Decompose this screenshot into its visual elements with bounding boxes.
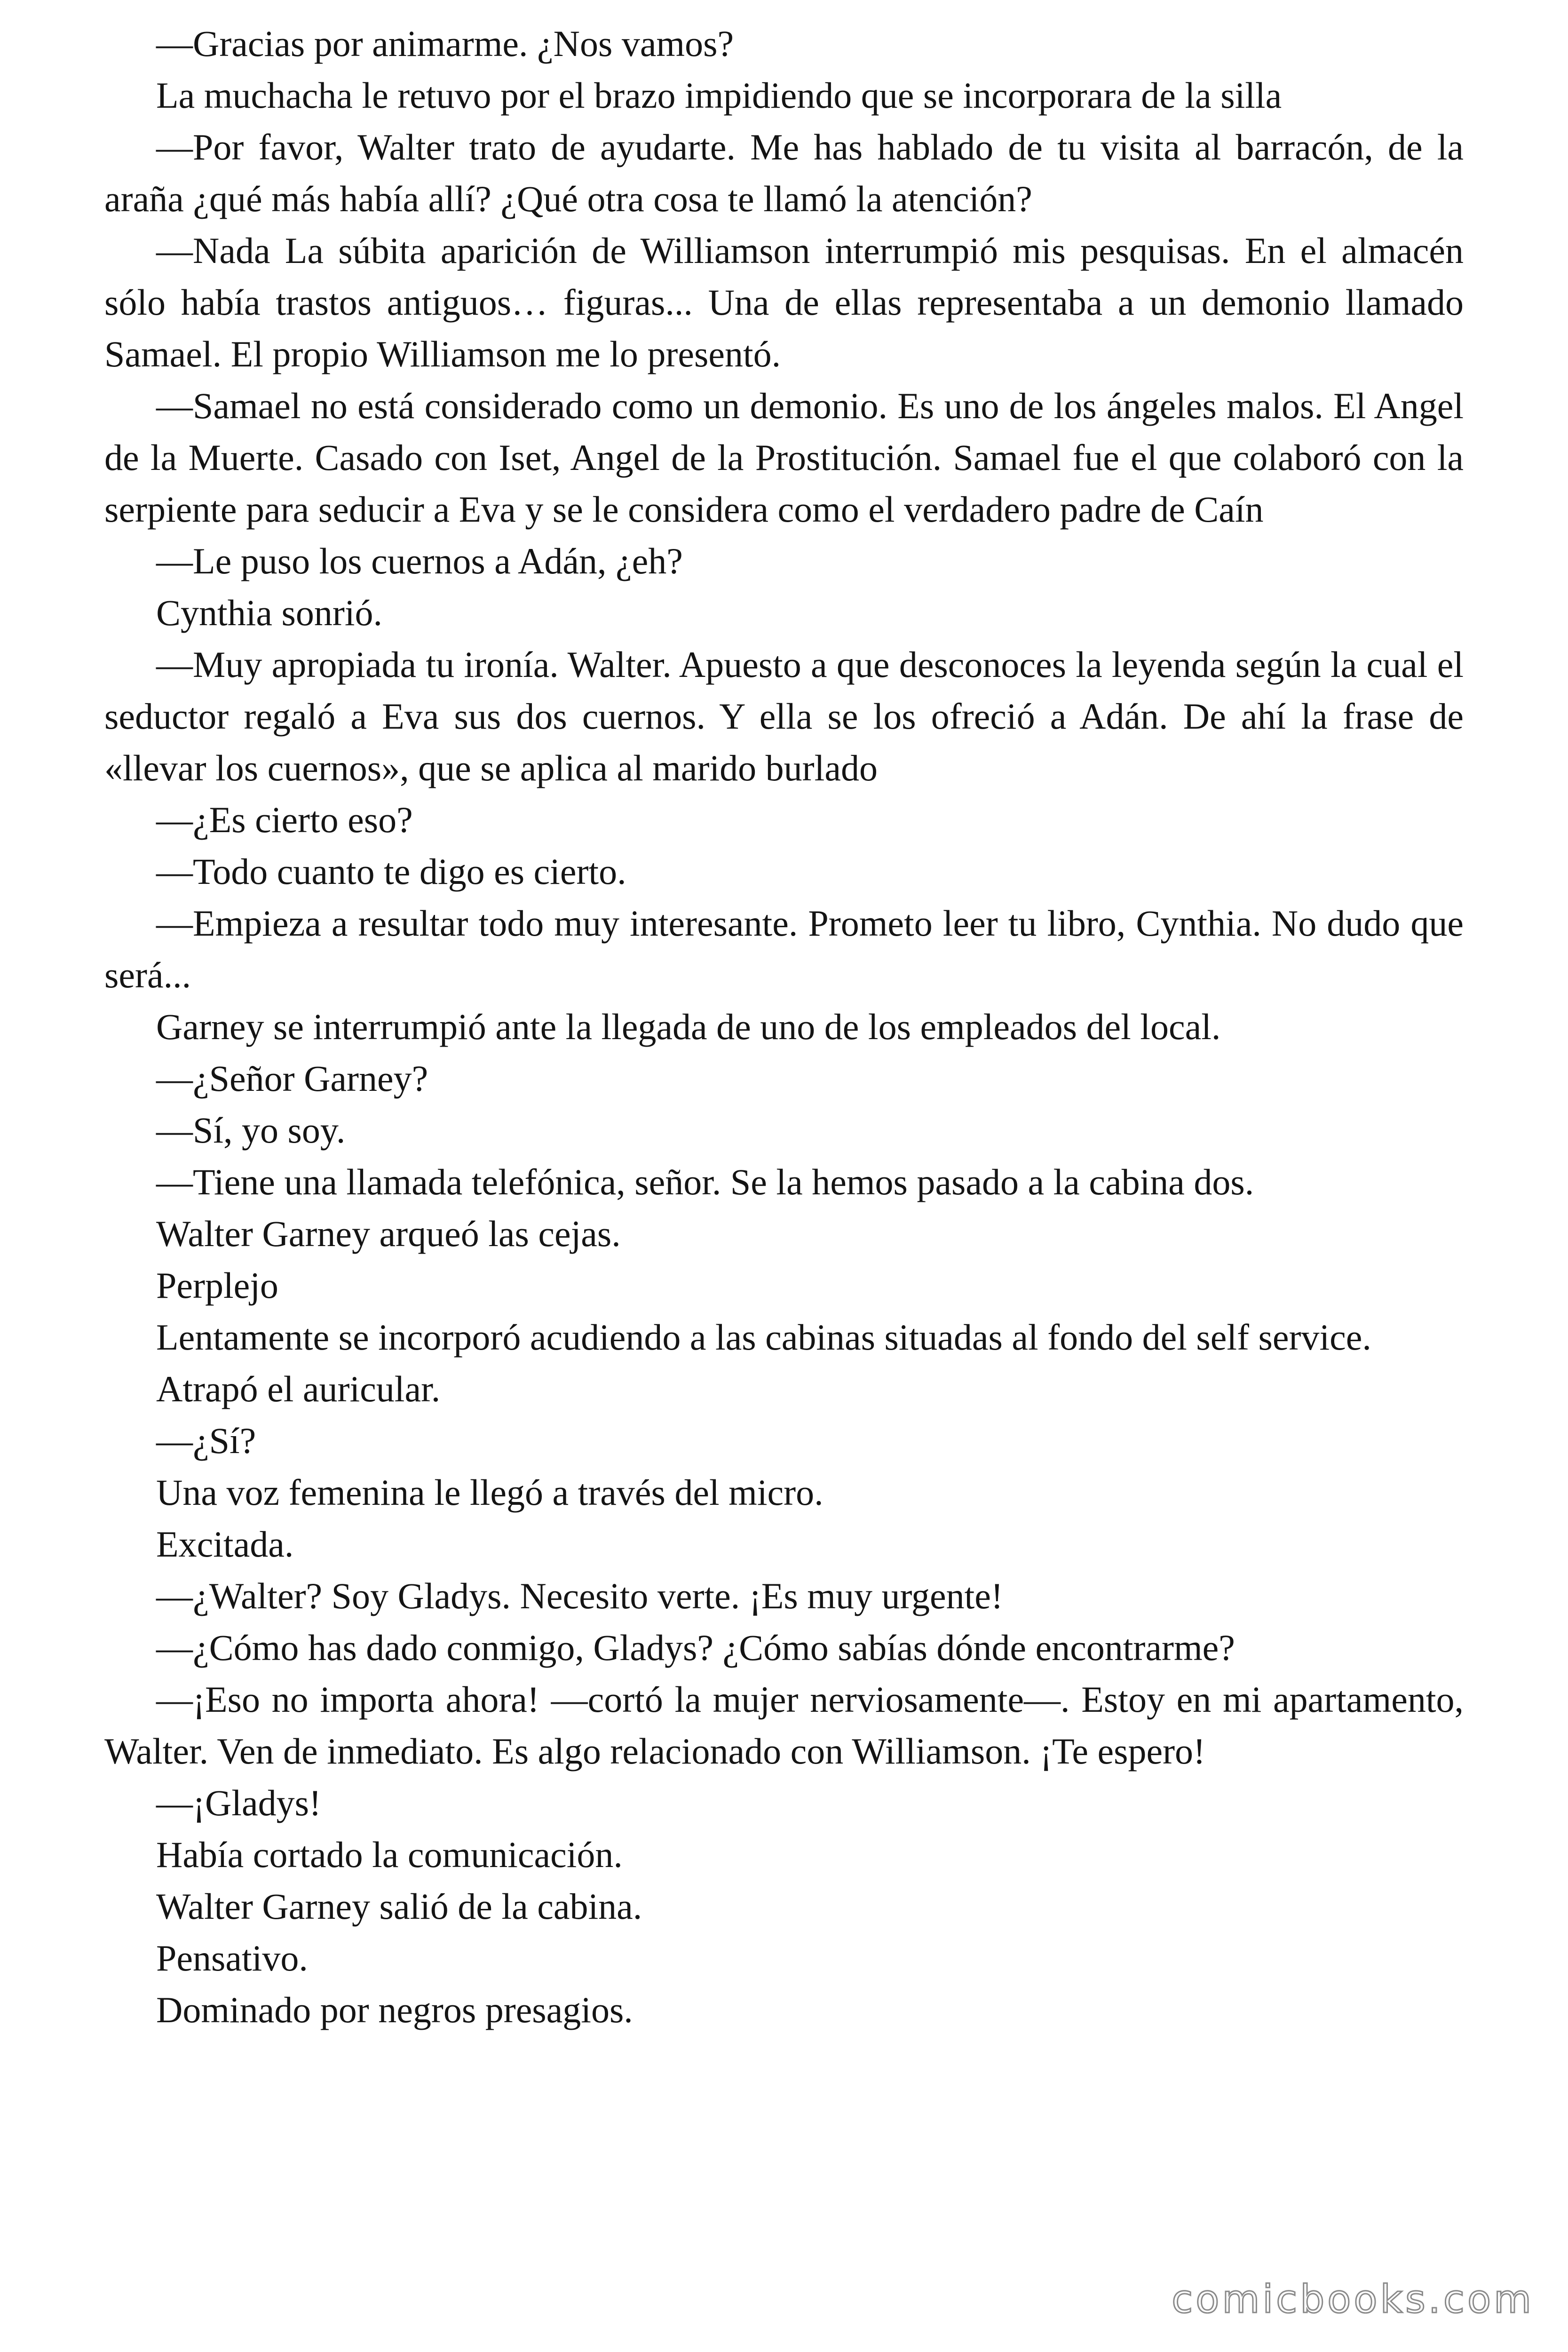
paragraph: Había cortado la comunicación. <box>156 1834 623 1875</box>
watermark: comicbooks.com <box>1172 2277 1534 2322</box>
paragraph: —Todo cuanto te digo es cierto. <box>156 851 626 892</box>
paragraph: —Sí, yo soy. <box>156 1110 346 1151</box>
paragraph: Lentamente se incorporó acudiendo a las cabinas situadas al fondo del self service. <box>156 1317 1371 1358</box>
paragraph: —Gracias por animarme. ¿Nos vamos? <box>156 23 734 64</box>
paragraph: La muchacha le retuvo por el brazo impidiendo que se incorporara de la silla <box>156 75 1282 116</box>
body-text <box>104 18 1464 2036</box>
paragraph: Excitada. <box>156 1524 294 1565</box>
paragraph: —Por favor, Walter trato de ayudarte. Me has hablado de tu visita al barracón, de la araña ¿qué más había allí? ¿Qué otra cosa te llamó la atención? <box>104 127 1464 219</box>
paragraph: Una voz femenina le llegó a través del micro. <box>156 1472 824 1513</box>
paragraph: Perplejo <box>156 1265 278 1306</box>
paragraph: Atrapó el auricular. <box>156 1368 441 1409</box>
paragraph: —¿Cómo has dado conmigo, Gladys? ¿Cómo sabías dónde encontrarme? <box>156 1627 1235 1668</box>
paragraph: —¿Walter? Soy Gladys. Necesito verte. ¡Es muy urgente! <box>156 1575 1003 1616</box>
paragraph: —¿Sí? <box>156 1420 256 1461</box>
paragraph: —¿Señor Garney? <box>156 1058 428 1099</box>
paragraph: —¡Eso no importa ahora! —cortó la mujer nerviosamente—. Estoy en mi apartamento, Walter. Ven de inmediato. Es algo relacionado con Williamson. ¡Te espero! <box>104 1679 1464 1772</box>
paragraph: Walter Garney arqueó las cejas. <box>156 1213 621 1254</box>
paragraph: Pensativo. <box>156 1938 308 1979</box>
paragraph: Cynthia sonrió. <box>156 592 382 633</box>
paragraph: Dominado por negros presagios. <box>156 1989 633 2030</box>
paragraph: Garney se interrumpió ante la llegada de uno de los empleados del local. <box>156 1006 1221 1047</box>
paragraph: —Le puso los cuernos a Adán, ¿eh? <box>156 540 683 581</box>
paragraph: —¿Es cierto eso? <box>156 799 413 840</box>
paragraph: —Nada La súbita aparición de Williamson interrumpió mis pesquisas. En el almacén sólo había trastos antiguos… figuras... Una de ellas representaba a un demonio llamado Samael. El propio Williamson me lo presentó. <box>104 230 1464 374</box>
paragraph: —Empieza a resultar todo muy interesante. Prometo leer tu libro, Cynthia. No dudo que será... <box>104 903 1464 995</box>
paragraph: —Muy apropiada tu ironía. Walter. Apuesto a que desconoces la leyenda según la cual el seductor regaló a Eva sus dos cuernos. Y ella se los ofreció a Adán. De ahí la frase de «llevar los cuernos», que se aplica al marido burlado <box>104 644 1464 788</box>
paragraph: Walter Garney salió de la cabina. <box>156 1886 642 1927</box>
paragraph: —Samael no está considerado como un demonio. Es uno de los ángeles malos. El Angel de la Muerte. Casado con Iset, Angel de la Prostitución. Samael fue el que colaboró con la serpiente para seducir a Eva y se le considera como el verdadero padre de Caín <box>104 385 1464 530</box>
paragraph: —Tiene una llamada telefónica, señor. Se la hemos pasado a la cabina dos. <box>156 1161 1254 1202</box>
paragraph: —¡Gladys! <box>156 1782 321 1823</box>
